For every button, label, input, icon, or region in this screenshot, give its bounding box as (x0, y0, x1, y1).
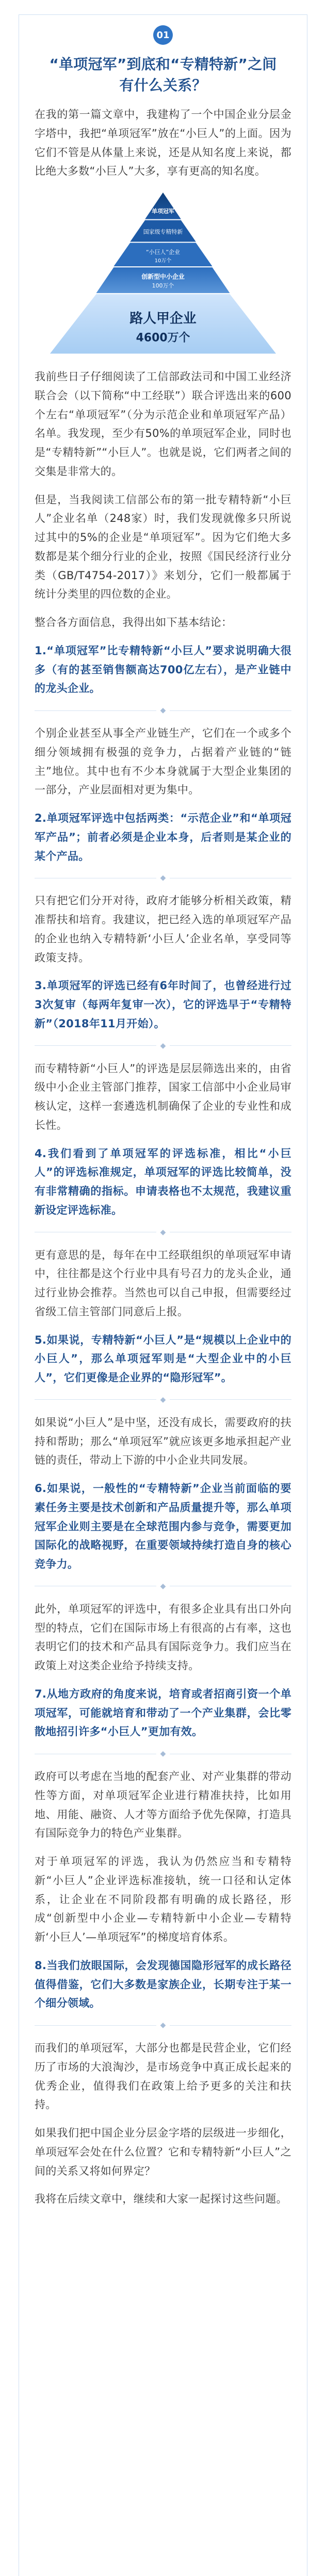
section-badge-wrap (35, 25, 291, 45)
numbered-point: 3.单项冠军的评选已经有6年时间了，也曾经进行过3次复审（每两年复审一次），它的评选早于“专精特新”（2018年11月开始）。 (35, 979, 291, 1030)
numbered-point: 7.从地方政府的角度来说，培育或者招商引资一个单项冠军，可能就培育和带动了一个产业集群，会比零散地招引许多“小巨人”更加有效。 (35, 1687, 291, 1738)
section-divider: ◆ (35, 1750, 291, 1758)
pyramid-sub-5: 4600万个 (136, 331, 190, 345)
pyramid-sub-4: 100万个 (152, 282, 174, 290)
numbered-point: 2.单项冠军评选中包括两类：“示范企业”和“单项冠军产品”；前者必须是企业本身，后者则是某企业的某个产品。 (35, 812, 291, 862)
pyramid-figure (35, 188, 291, 358)
pyramid-label-3: “小巨人”企业 (145, 249, 181, 256)
pyramid-label-4: 创新型中小企业 (141, 273, 185, 281)
section-divider: ◆ (35, 2021, 291, 2029)
numbered-point: 8.当我们放眼国际，会发现德国隐形冠军的成长路径值得借鉴，它们大多数是家族企业，长期专注于某一个细分领域。 (35, 1959, 291, 2010)
pyramid-level-1-shape (145, 193, 181, 219)
pyramid-sub-3: 10万个 (154, 258, 172, 264)
enterprise-pyramid (35, 188, 291, 358)
numbered-point: 4.我们看到了单项冠军的评选标准，相比“小巨人”的评选标准规定，单项冠军的评选比较简单，没有非常精确的指标。申请表格也不太规范，我建议重新设定评选标准。 (35, 1147, 291, 1216)
body-paragraph: 但是，当我阅读工信部公布的第一批专精特新“小巨人”企业名单（248家）时，我们发现就像多只所说过其中的5%的企业是“单项冠军”。因为它们绝大多数都是某个细分行业的企业，按照《国民经济行业分类（GB/T4754-2017）》来划分，它们一般都属于统计分类里的四位数的企业。 (35, 493, 291, 601)
body-paragraph: 整合各方面信息，我得出如下基本结论： (35, 616, 233, 629)
body-paragraph: 而我们的单项冠军，大部分也都是民营企业，它们经历了市场的大浪淘沙，是市场竞争中真正成长起来的优秀企业，值得我们在政策上给予更多的关注和扶持。 (35, 2042, 291, 2111)
pyramid-label-5: 路人甲企业 (129, 311, 197, 327)
section-divider: ◆ (35, 1042, 291, 1050)
pyramid-label-1: 单项冠军 (152, 208, 174, 215)
section-divider: ◆ (35, 706, 291, 715)
section-title: “单项冠军”到底和“专精特新”之间有什么关系？ (49, 56, 277, 94)
article-body (35, 367, 291, 2209)
numbered-point: 6.如果说，一般性的“专精特新”企业当前面临的要素任务主要是技术创新和产品质量提升等，那么单项冠军企业则主要是在全球范围内参与竞争，需要更加国际化的战略视野，在重要领域持续打造自身的核心竞争力。 (35, 1482, 291, 1571)
numbered-point: 5.如果说，专精特新“小巨人”是“规模以上企业中的小巨人”，那么单项冠军则是“大型企业中的小巨人”，它们更像是企业界的“隐形冠军”。 (35, 1333, 291, 1384)
body-paragraph: 此外，单项冠军的评选中，有很多企业具有出口外向型的特点，它们在国际市场上有很高的占有率，这也表明它们的技术和产品具有国际竞争力。我们应当在政策上对这类企业给予持续支持。 (35, 1602, 291, 1672)
pyramid-label-2: 国家级专精特新 (143, 228, 183, 235)
intro-paragraph: 在我的第一篇文章中，我建构了一个中国企业分层金字塔中，我把“单项冠军”放在“小巨人”的上面。因为它们不管是从体量上来说，还是从知名度上来说，都比绝大多数“小巨人”大多，享有更高的知名度。 (35, 108, 291, 178)
section-divider: ◆ (35, 1582, 291, 1590)
body-paragraph: 只有把它们分开对待，政府才能够分析相关政策，精准帮扶和培育。我建议，把已经入选的单项冠军产品的企业也纳入专精特新‘小巨人’企业名单，享受同等政策支持。 (35, 894, 291, 964)
body-paragraph: 如果我们把中国企业分层金字塔的层级进一步细化，单项冠军会处在什么位置？它和专精特新“小巨人”之间的关系又将如何界定？ (35, 2127, 291, 2177)
body-paragraph: 而专精特新“小巨人”的评选是层层筛选出来的，由省级中小企业主管部门推荐，国家工信部中小企业局审核认定，这样一套遴选机制确保了企业的专业性和成长性。 (35, 1062, 291, 1131)
body-paragraph: 个别企业甚至从事全产业链生产，它们在一个或多个细分领域拥有极强的竞争力，占据着产业链的“链主”地位。其中也有不少本身就属于大型企业集团的一部分，产业层面相对更为集中。 (35, 727, 291, 796)
section-divider: ◆ (35, 1396, 291, 1404)
section-divider: ◆ (35, 1228, 291, 1236)
body-paragraph: 更有意思的是，每年在中工经联组织的单项冠军申请中，往往都是这个行业中具有号召力的龙头企业，通过行业协会推荐。当然也可以自己申报，但需要经过省级工信主管部门同意后上报。 (35, 1248, 291, 1318)
section-number-badge: 01 (153, 25, 173, 45)
article-frame (19, 14, 307, 2576)
body-paragraph: 我前些日子仔细阅读了工信部政法司和中国工业经济联合会（以下简称“中工经联”）联合评选出来的600个左右“单项冠军”（分为示范企业和单项冠军产品）名单。我发现，至少有50%的单项冠军企业，同时也是“专精特新”“小巨人”。也就是说，它们两者之间的交集是非常大的。 (35, 370, 291, 478)
body-paragraph: 政府可以考虑在当地的配套产业、对产业集群的带动性等方面，对单项冠军企业进行精准扶持，比如用地、用能、融资、人才等方面给予优先保障，打造具有国际竞争力的特色产业集群。 (35, 1770, 291, 1840)
body-paragraph: 如果说“小巨人”是中坚，还没有成长，需要政府的扶持和帮助；那么“单项冠军”就应该更多地承担起产业链的责任，带动上下游的中小企业共同发展。 (35, 1416, 291, 1467)
body-paragraph: 我将在后续文章中，继续和大家一起探讨这些问题。 (35, 2193, 287, 2206)
section-divider: ◆ (35, 874, 291, 882)
numbered-point: 1.“单项冠军”比专精特新“小巨人”要求说明确大很多（有的甚至销售额高达700亿左右），是产业链中的龙头企业。 (35, 644, 291, 695)
body-paragraph: 对于单项冠军的评选，我认为仍然应当和专精特新“小巨人”企业评选标准接轨，统一口径和认定体系，让企业在不同阶段都有明确的成长路径，形成“创新型中小企业—专精特新中小企业—专精特新‘小巨人’—单项冠军”的梯度培育体系。 (35, 1855, 291, 1944)
